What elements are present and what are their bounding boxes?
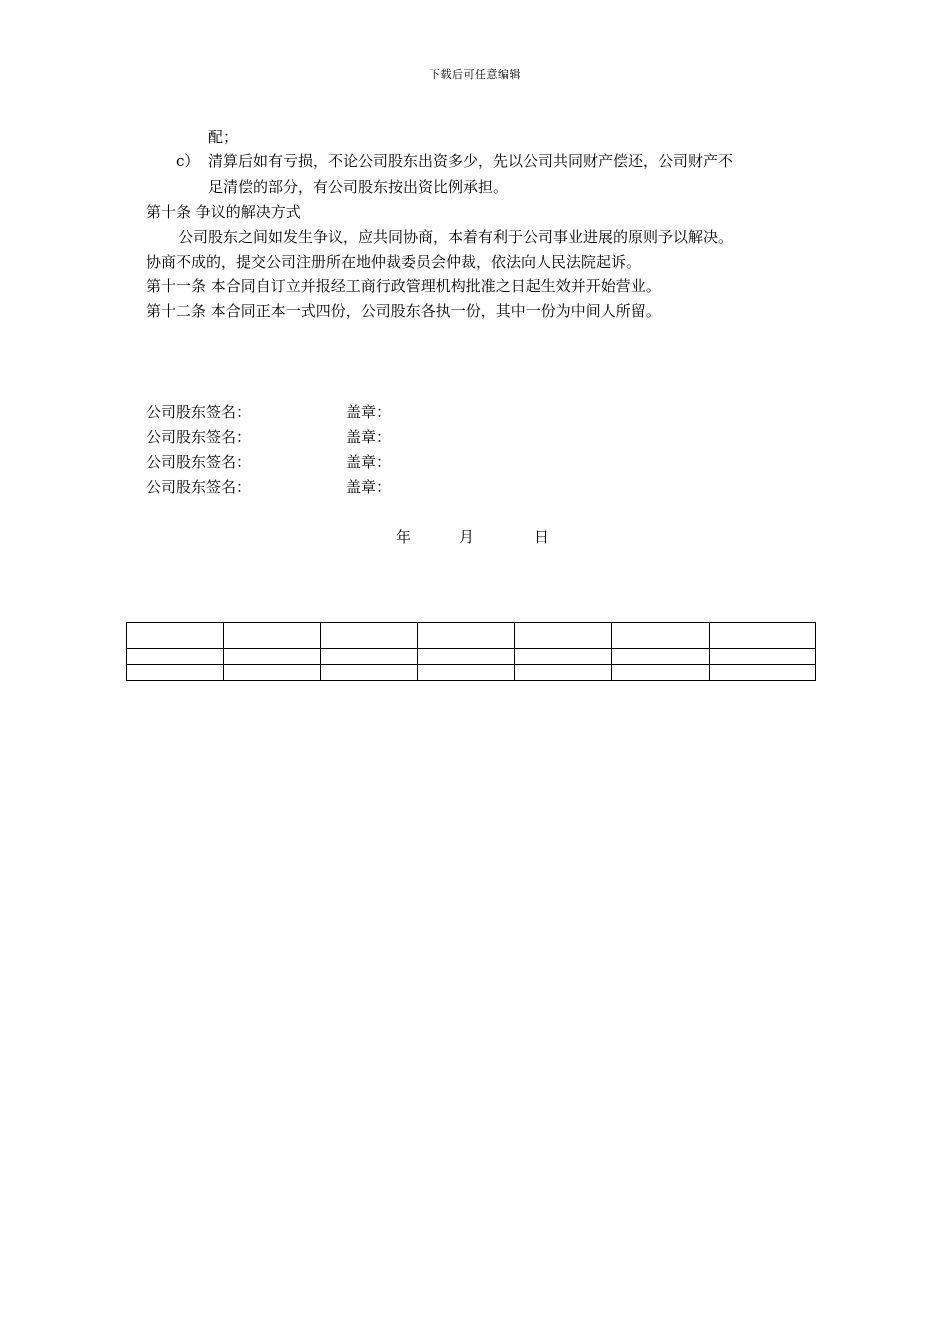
table-cell [127, 649, 224, 665]
table-cell [127, 665, 224, 681]
table-cell [418, 665, 515, 681]
table-cell [515, 665, 612, 681]
seal-label: 盖章： [346, 403, 392, 421]
continuation-line: 配； [208, 128, 239, 146]
list-marker-c: c） [176, 152, 200, 170]
table-cell [612, 649, 710, 665]
article10-paragraph-line1: 公司股东之间如发生争议，应共同协商，本着有利于公司事业进展的原则予以解决。 [178, 228, 734, 246]
table-row [127, 649, 816, 665]
table-cell [321, 623, 418, 649]
seal-label: 盖章： [346, 428, 392, 446]
table-cell [612, 665, 710, 681]
table-row [127, 623, 816, 649]
page-header-note: 下载后可任意编辑 [429, 68, 521, 81]
seal-label: 盖章： [346, 453, 392, 471]
signature-label: 公司股东签名： [146, 428, 252, 446]
table-cell [127, 623, 224, 649]
date-month-label: 月 [459, 528, 475, 546]
table-cell [224, 649, 321, 665]
table-cell [321, 649, 418, 665]
item-c-text-line2: 足清偿的部分，有公司股东按出资比例承担。 [208, 178, 509, 196]
table-cell [710, 623, 816, 649]
table-cell [710, 665, 816, 681]
table-cell [418, 649, 515, 665]
table-row [127, 665, 816, 681]
table-cell [224, 623, 321, 649]
table-cell [515, 623, 612, 649]
article10-title: 第十条 争议的解决方式 [146, 203, 301, 221]
signature-label: 公司股东签名： [146, 478, 252, 496]
article10-paragraph-line2: 协商不成的，提交公司注册所在地仲裁委员会仲裁，依法向人民法院起诉。 [146, 253, 642, 271]
blank-table [126, 622, 816, 681]
table-cell [224, 665, 321, 681]
seal-label: 盖章： [346, 478, 392, 496]
signature-label: 公司股东签名： [146, 403, 252, 421]
table-cell [321, 665, 418, 681]
article12: 第十二条 本合同正本一式四份，公司股东各执一份，其中一份为中间人所留。 [146, 302, 661, 320]
table-cell [515, 649, 612, 665]
table-cell [710, 649, 816, 665]
item-c-text-line1: 清算后如有亏损，不论公司股东出资多少，先以公司共同财产偿还，公司财产不 [208, 152, 734, 170]
date-year-label: 年 [396, 528, 412, 546]
table-cell [612, 623, 710, 649]
date-day-label: 日 [534, 528, 550, 546]
article11: 第十一条 本合同自订立并报经工商行政管理机构批准之日起生效并开始营业。 [146, 277, 661, 295]
signature-label: 公司股东签名： [146, 453, 252, 471]
table-cell [418, 623, 515, 649]
